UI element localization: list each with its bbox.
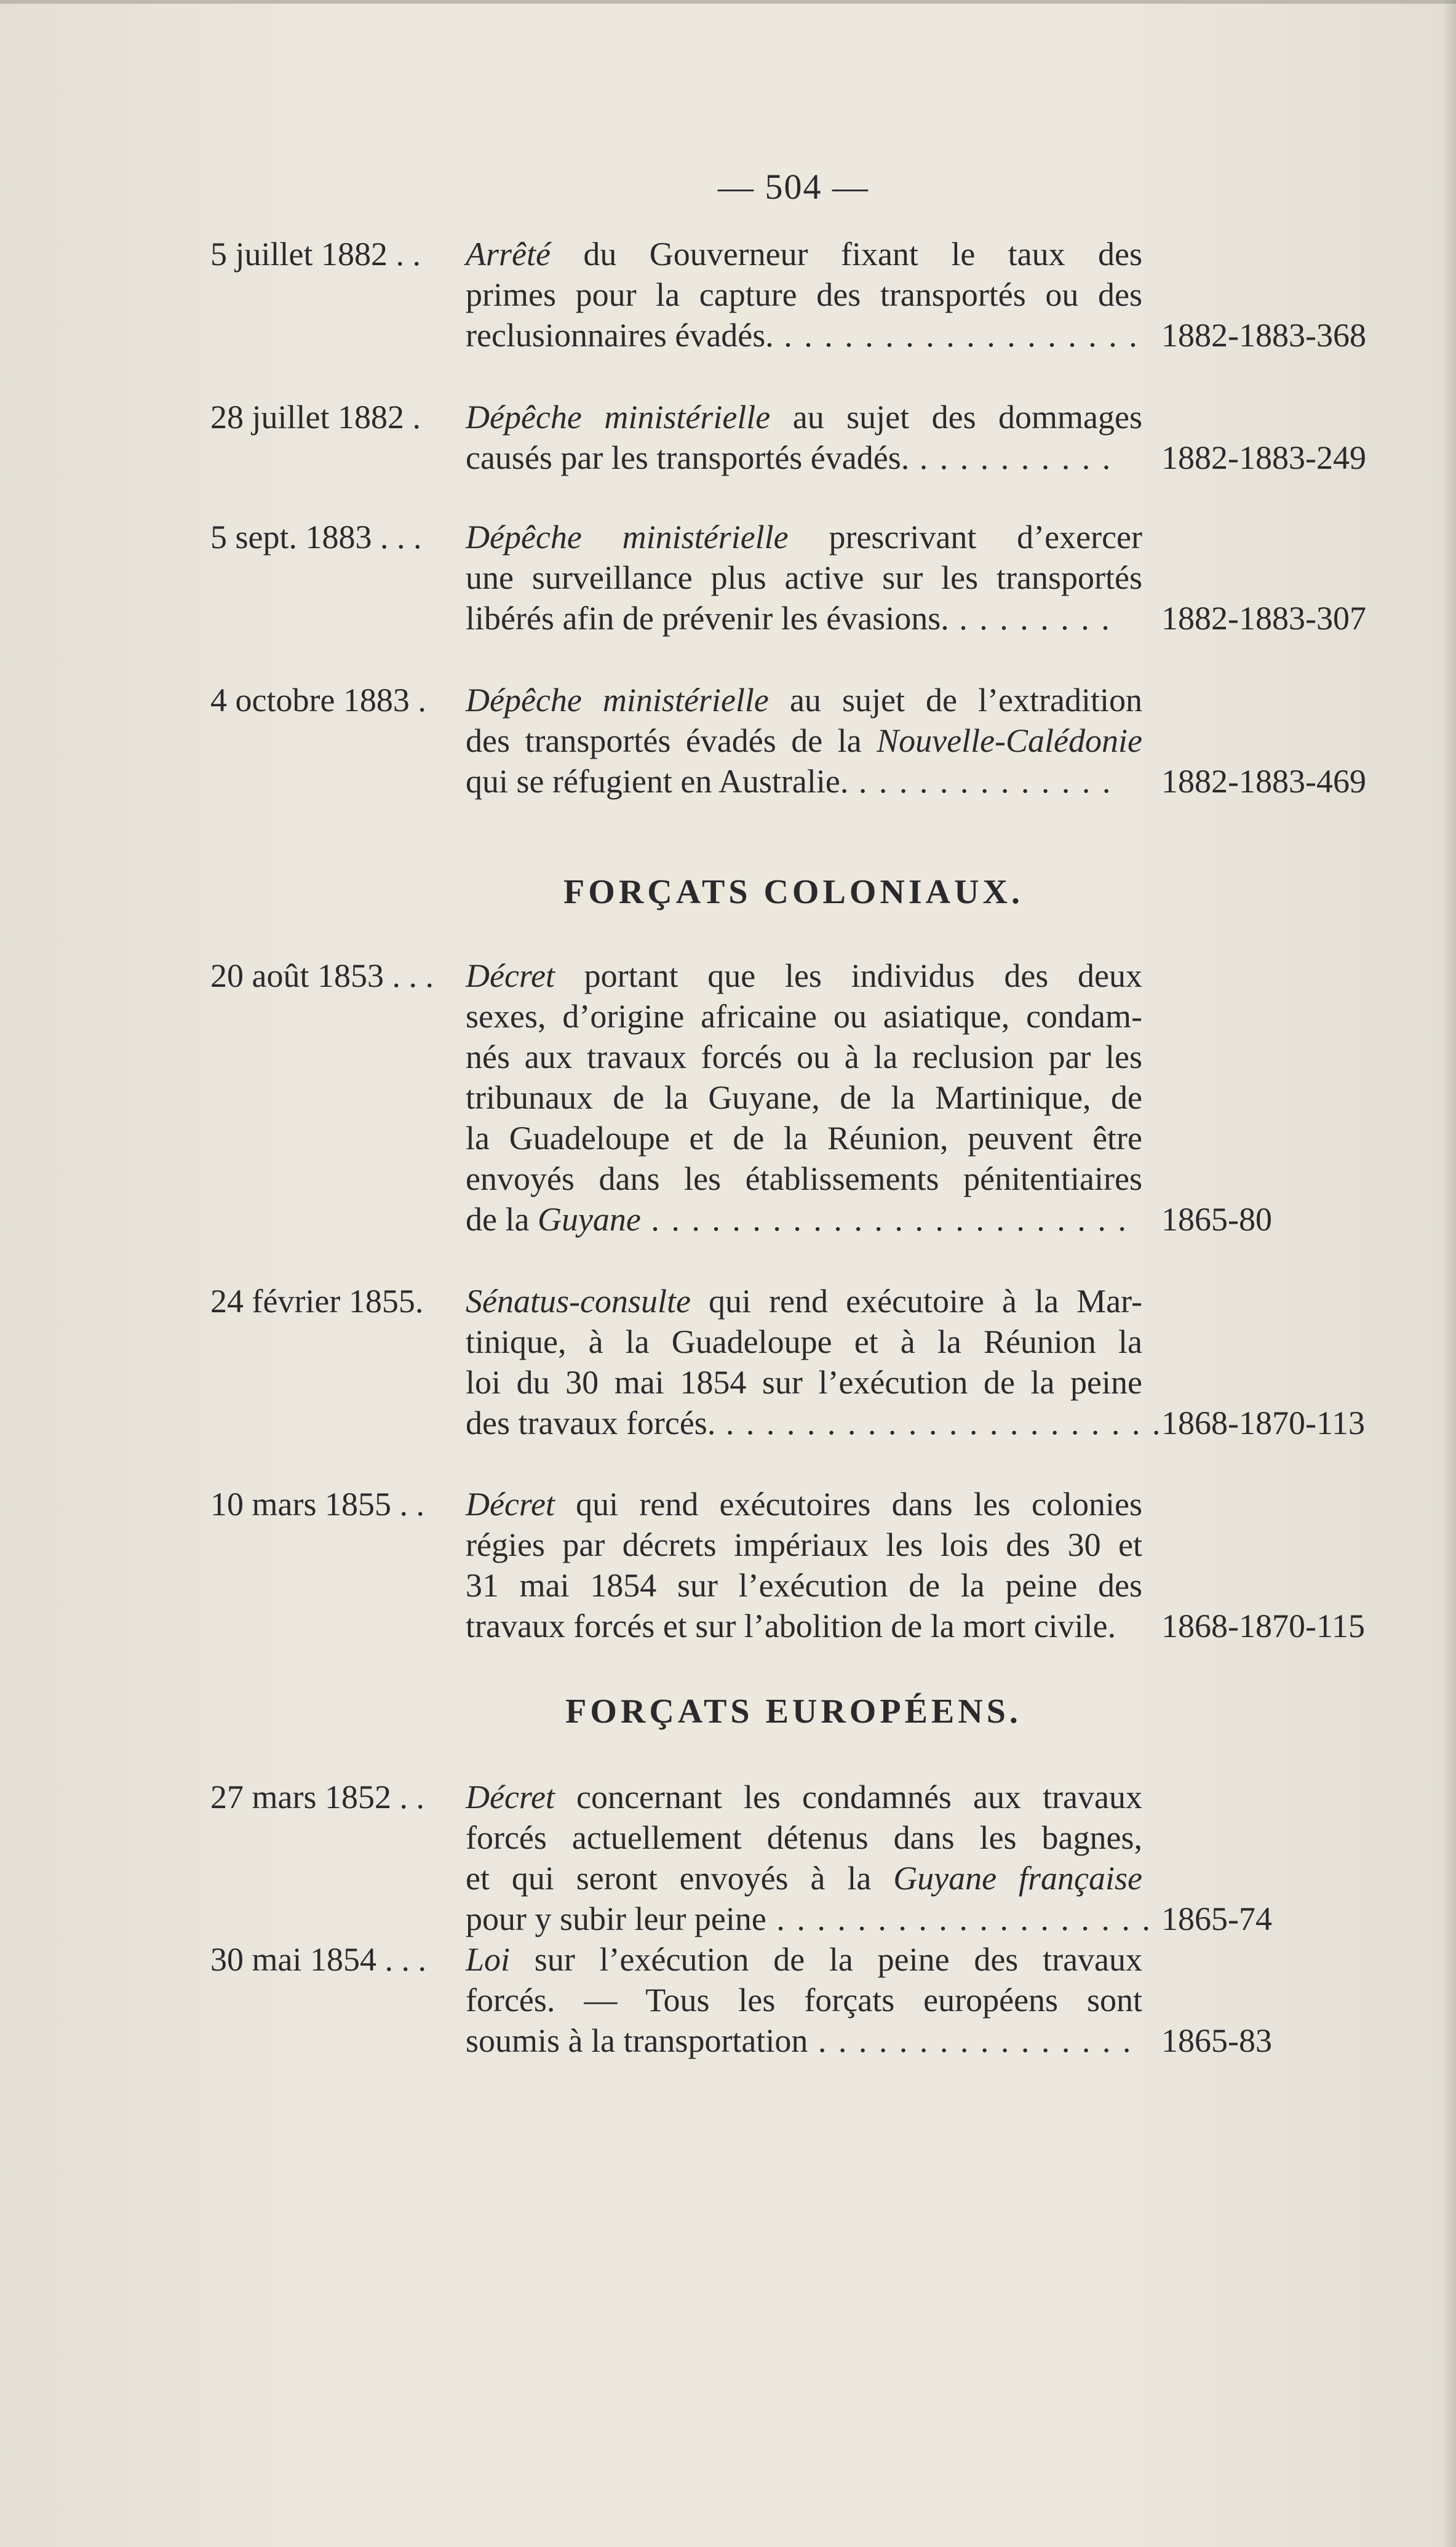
line-text: qui se réfugient en Australie. [466, 763, 849, 800]
line-text: primes pour la capture des transportés ou des [466, 276, 1142, 313]
line-text: qui rend exécutoire à la Mar- [690, 1283, 1142, 1320]
bulletin-reference: 1868-1870-113 [1161, 1405, 1365, 1441]
description-line [466, 2020, 1142, 2061]
line-text: nés aux travaux forcés ou à la reclusion par les [466, 1038, 1142, 1075]
entry-date: 20 août 1853 . . . [210, 957, 434, 994]
entry-date: 4 octobre 1883 . [210, 682, 426, 719]
line-text: tribunaux de la Guyane, de la Martinique, de [466, 1079, 1142, 1116]
line-text: et qui seront envoyés à la [466, 1860, 894, 1897]
bulletin-reference: 1865-83 [1161, 2022, 1272, 2059]
line-text: portant que les individus des deux [554, 957, 1142, 994]
description-line [466, 1980, 1142, 2020]
description-line [466, 1858, 1142, 1899]
dot-leader: . . . . . . . . . . . . . . . . . . [773, 317, 1139, 354]
bulletin-reference: 1882-1883-307 [1161, 600, 1366, 637]
description-line [466, 1321, 1142, 1362]
place-name: Guyane [537, 1201, 641, 1238]
description-line [466, 1484, 1142, 1525]
line-text: sexes, d’origine africaine ou asiatique, condam- [466, 998, 1142, 1035]
description-line [466, 274, 1142, 315]
entry-date: 28 juillet 1882 . [210, 399, 421, 436]
top-edge [0, 0, 1456, 4]
dot-leader: . . . . . . . . [949, 600, 1112, 637]
description-line [466, 1281, 1142, 1321]
line-text: 31 mai 1854 sur l’exécution de la peine des [466, 1567, 1142, 1604]
act-type: Décret [466, 1486, 555, 1523]
place-name: Nouvelle-Calédonie [877, 722, 1142, 759]
dot-leader: . . . . . . . . . . [909, 439, 1113, 476]
act-type: Décret [466, 1779, 555, 1816]
dot-leader: . . . . . . . . . . . . . . . . [808, 2022, 1133, 2059]
description-line [466, 315, 1142, 356]
line-text: une surveillance plus active sur les transportés [466, 559, 1142, 596]
dot-leader: . . . . . . . . . . . . . . . . . . . . . . . . [640, 1201, 1128, 1238]
entry-description [466, 1281, 1163, 1443]
bulletin-reference: 1882-1883-249 [1161, 439, 1366, 476]
line-text: reclusionnaires évadés. [466, 317, 774, 354]
description-line [466, 598, 1142, 639]
act-type: Dépêche ministérielle [466, 399, 771, 436]
description-line [466, 1037, 1142, 1077]
entry-date: 27 mars 1852 . . [210, 1779, 424, 1816]
description-line [466, 761, 1142, 802]
act-type: Loi [466, 1941, 511, 1978]
entry-date: 10 mars 1855 . . [210, 1486, 424, 1523]
dot-leader: . . . . . . . . . . . . . . . . . . . [766, 1900, 1152, 1937]
bulletin-reference: 1865-74 [1161, 1900, 1272, 1937]
line-text: pour y subir leur peine [466, 1900, 766, 1937]
line-text: des travaux forcés. [466, 1405, 716, 1441]
description-line [466, 1817, 1142, 1858]
description-line [466, 955, 1142, 996]
page-number: — 504 — [718, 167, 869, 207]
entry-description [466, 1939, 1142, 2061]
description-line [466, 1606, 1142, 1646]
dot-leader: . . . . . . . . . . . . . [848, 763, 1113, 800]
entry-description [466, 680, 1142, 802]
entry-date: 30 mai 1854 . . . [210, 1941, 426, 1978]
description-line [466, 1362, 1142, 1403]
line-text: soumis à la transportation [466, 2022, 808, 2059]
description-line [466, 557, 1142, 598]
description-line [466, 1158, 1142, 1199]
entry-description [466, 517, 1142, 639]
entry-date: 24 février 1855. [210, 1283, 424, 1320]
line-text: des transportés évadés de la [466, 722, 877, 759]
act-type: Arrêté [466, 236, 551, 273]
line-text: la Guadeloupe et de la Réunion, peuvent être [466, 1120, 1142, 1157]
description-line [466, 1077, 1142, 1118]
description-line [466, 1939, 1142, 1980]
place-name: Guyane française [893, 1860, 1142, 1897]
act-type: Dépêche ministérielle [466, 519, 789, 556]
line-text: au sujet des dommages [770, 399, 1142, 436]
line-text: forcés. — Tous les forçats européens sont [466, 1982, 1142, 2019]
description-line [466, 720, 1142, 761]
entry-description [466, 1484, 1142, 1646]
line-text: qui rend exécutoires dans les colonies [554, 1486, 1142, 1523]
entry-description [466, 234, 1142, 356]
bulletin-reference: 1882-1883-469 [1161, 763, 1366, 800]
entry-description [466, 955, 1142, 1240]
act-type: Sénatus-consulte [466, 1283, 691, 1320]
line-text: sur l’exécution de la peine des travaux [510, 1941, 1142, 1978]
description-line [466, 1403, 1163, 1443]
line-text: prescrivant d’exercer [788, 519, 1142, 556]
description-line [466, 1777, 1142, 1817]
line-text: tinique, à la Guadeloupe et à la Réunion la [466, 1323, 1142, 1360]
section-heading-forcats-coloniaux: FORÇATS COLONIAUX. [563, 873, 1024, 911]
line-text: au sujet de l’extradition [768, 682, 1142, 719]
line-text: travaux forcés et sur l’abolition de la mort civile. [466, 1608, 1116, 1644]
section-heading-forcats-europeens: FORÇATS EUROPÉENS. [565, 1692, 1022, 1731]
act-type: Décret [466, 957, 555, 994]
entry-date: 5 juillet 1882 . . [210, 236, 421, 273]
description-line [466, 437, 1142, 478]
line-text: forcés actuellement détenus dans les bagnes, [466, 1819, 1142, 1856]
line-text: envoyés dans les établissements pénitentiaires [466, 1160, 1142, 1197]
line-text: causés par les transportés évadés. [466, 439, 910, 476]
line-text: loi du 30 mai 1854 sur l’exécution de la peine [466, 1364, 1142, 1401]
line-text: concernant les condamnés aux travaux [554, 1779, 1142, 1816]
description-line [466, 1565, 1142, 1606]
description-line [466, 397, 1142, 437]
entry-description [466, 1777, 1152, 1939]
bulletin-reference: 1882-1883-368 [1161, 317, 1366, 354]
bulletin-reference: 1865-80 [1161, 1201, 1272, 1238]
entry-date: 5 sept. 1883 . . . [210, 519, 422, 556]
description-line [466, 1899, 1152, 1939]
description-line [466, 517, 1142, 557]
line-text: du Gouverneur fixant le taux des [550, 236, 1142, 273]
description-line [466, 1118, 1142, 1158]
line-text: libérés afin de prévenir les évasions. [466, 600, 949, 637]
page-edge-shadow [1442, 0, 1456, 2547]
act-type: Dépêche ministérielle [466, 682, 769, 719]
dot-leader: . . . . . . . . . . . . . . . . . . . . . . [715, 1405, 1163, 1441]
description-line [466, 680, 1142, 720]
bulletin-reference: 1868-1870-115 [1161, 1608, 1365, 1644]
entry-description [466, 397, 1142, 478]
description-line [466, 996, 1142, 1037]
line-text: de la [466, 1201, 538, 1238]
description-line [466, 234, 1142, 274]
description-line [466, 1199, 1142, 1240]
description-line [466, 1525, 1142, 1565]
line-text: régies par décrets impériaux les lois des 30 et [466, 1526, 1142, 1563]
